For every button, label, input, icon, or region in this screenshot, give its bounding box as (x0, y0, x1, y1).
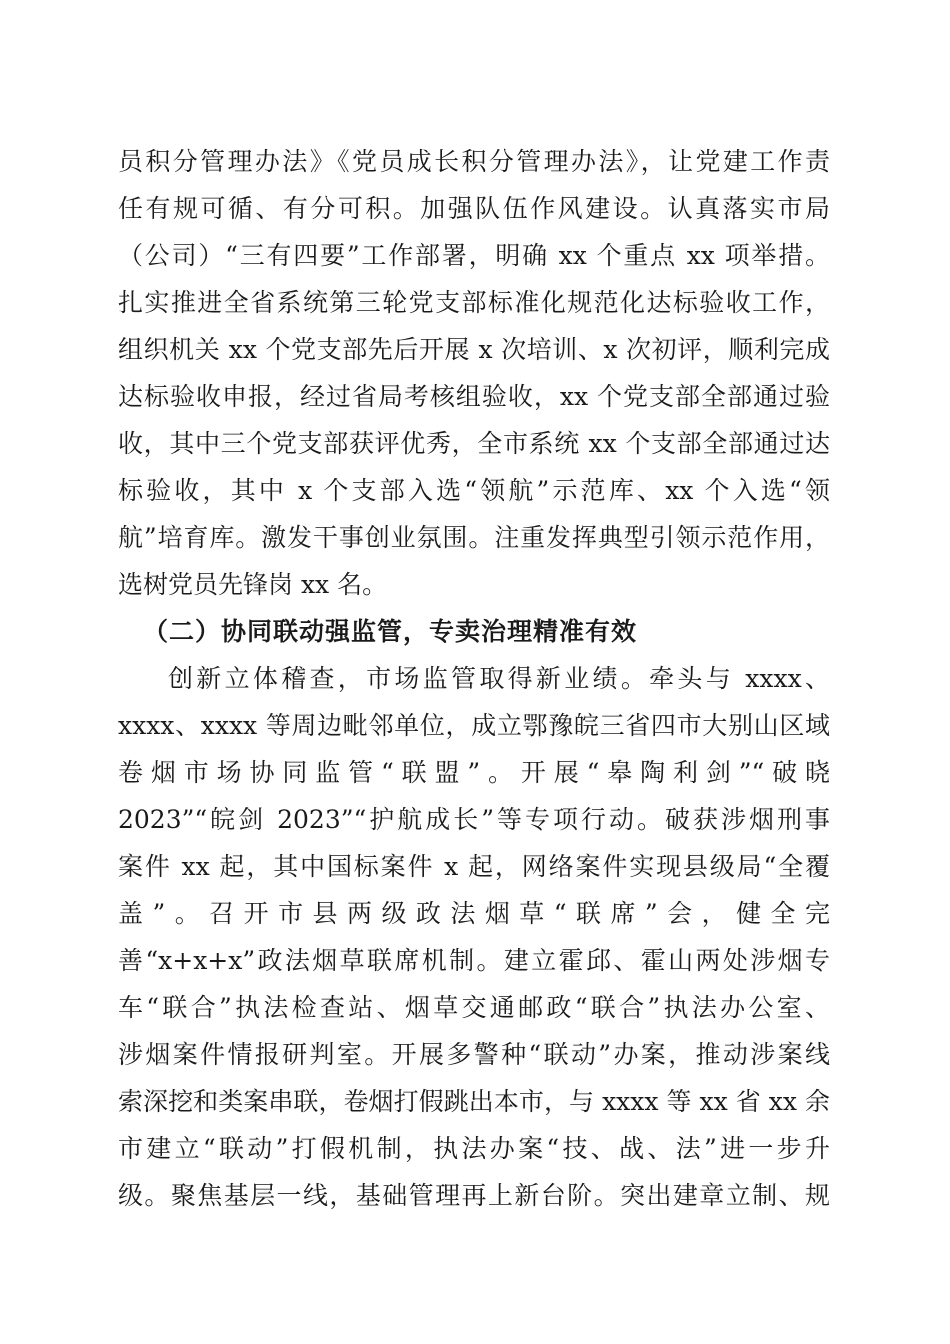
paragraph-line: 标验收，其中 x 个支部入选“领航”示范库、xx 个入选“领 (118, 476, 830, 505)
paragraph-line: 车“联合”执法检查站、烟草交通邮政“联合”执法办公室、 (118, 993, 830, 1022)
paragraph-line: 创新立体稽查，市场监管取得新业绩。牵头与 xxxx、 (168, 664, 830, 693)
paragraph-line: 索深挖和类案串联，卷烟打假跳出本市，与 xxxx 等 xx 省 xx 余 (118, 1087, 830, 1116)
paragraph-line: 案件 xx 起，其中国标案件 x 起，网络案件实现县级局“全覆 (118, 852, 830, 881)
paragraph-line: 选树党员先锋岗 xx 名。 (118, 570, 388, 599)
paragraph-line: 组织机关 xx 个党支部先后开展 x 次培训、x 次初评，顺利完成 (118, 335, 830, 364)
paragraph-line: 达标验收申报，经过省局考核组验收，xx 个党支部全部通过验 (118, 382, 830, 411)
paragraph-line: xxxx、xxxx 等周边毗邻单位，成立鄂豫皖三省四市大别山区域 (118, 711, 830, 740)
paragraph-line: 2023”“皖剑 2023”“护航成长”等专项行动。破获涉烟刑事 (118, 805, 830, 834)
paragraph-line: 员积分管理办法》《党员成长积分管理办法》，让党建工作责 (118, 147, 830, 176)
paragraph-line: 航”培育库。激发干事创业氛围。注重发挥典型引领示范作用， (118, 523, 830, 552)
paragraph-line: 扎实推进全省系统第三轮党支部标准化规范化达标验收工作， (118, 288, 830, 317)
paragraph-line: 盖”。召开市县两级政法烟草“联席”会，健全完 (118, 899, 830, 928)
paragraph-line: 级。聚焦基层一线，基础管理再上新台阶。突出建章立制、规 (118, 1181, 830, 1210)
section-heading: （二）协同联动强监管，专卖治理精准有效 (143, 617, 638, 646)
paragraph-line: （公司）“三有四要”工作部署，明确 xx 个重点 xx 项举措。 (118, 241, 830, 270)
paragraph-line: 涉烟案件情报研判室。开展多警种“联动”办案，推动涉案线 (118, 1040, 830, 1069)
paragraph-line: 市建立“联动”打假机制，执法办案“技、战、法”进一步升 (118, 1134, 830, 1163)
paragraph-line: 收，其中三个党支部获评优秀，全市系统 xx 个支部全部通过达 (118, 429, 830, 458)
paragraph-line: 善“x+x+x”政法烟草联席机制。建立霍邱、霍山两处涉烟专 (118, 946, 830, 975)
paragraph-line: 卷烟市场协同监管“联盟”。开展“皋陶利剑”“破晓 (118, 758, 830, 787)
paragraph-line: 任有规可循、有分可积。加强队伍作风建设。认真落实市局 (118, 194, 830, 223)
